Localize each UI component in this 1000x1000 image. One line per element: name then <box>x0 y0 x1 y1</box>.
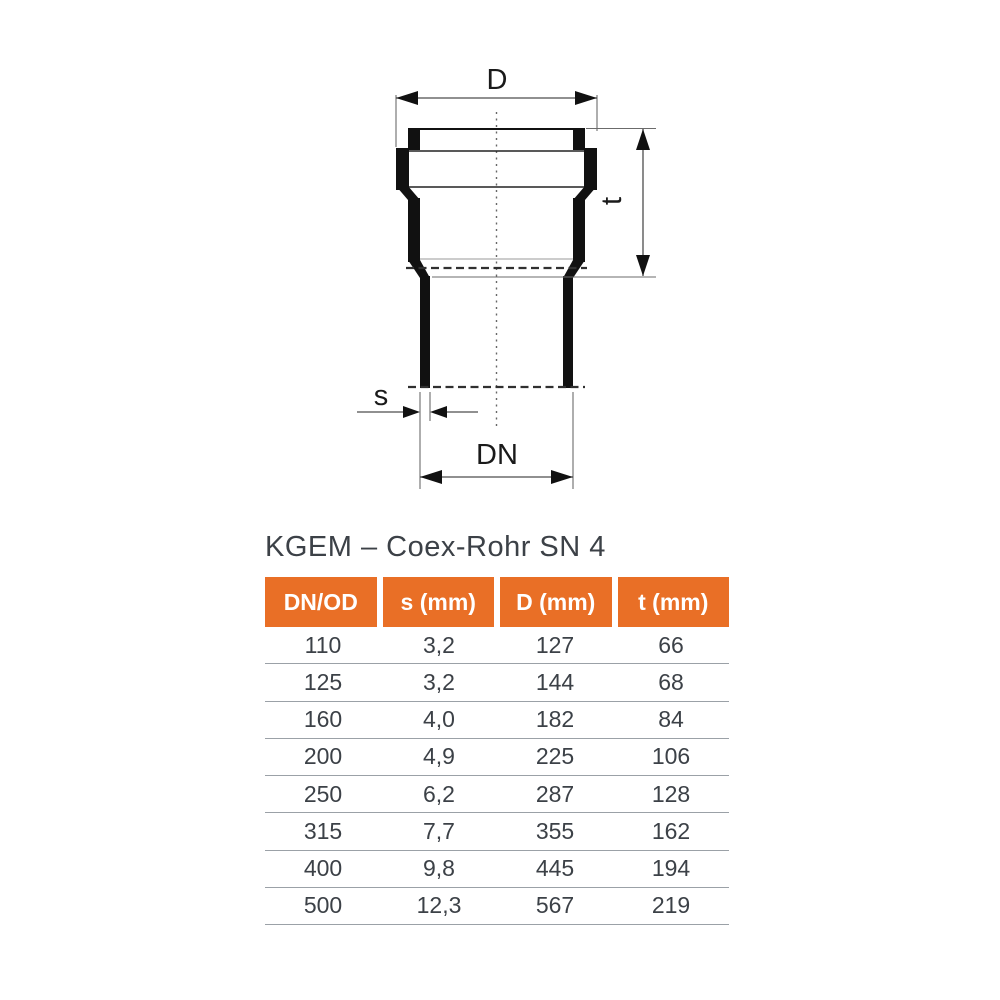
cell-t: 84 <box>658 706 684 733</box>
arrow-left-icon <box>396 91 418 105</box>
dimension-label-s: s <box>373 380 389 412</box>
table-row <box>265 739 729 776</box>
arrow-left-icon <box>420 470 442 484</box>
dimension-DN <box>420 392 573 489</box>
table-title: KGEM – Coex-Rohr SN 4 <box>265 531 606 563</box>
dimension-D <box>396 64 597 147</box>
cell-s: 4,9 <box>423 743 455 770</box>
table-header-row <box>265 577 729 627</box>
cell-s: 4,0 <box>423 706 455 733</box>
pipe-silhouette-left <box>396 128 430 388</box>
cell-dn: 125 <box>303 668 343 695</box>
table-row <box>265 888 729 925</box>
cell-d: 182 <box>535 706 575 733</box>
cell-dn: 110 <box>304 631 342 658</box>
column-header-d-mm: D (mm) <box>500 577 612 627</box>
cell-s: 3,2 <box>423 631 455 658</box>
cell-t: 66 <box>658 631 684 658</box>
arrow-up-icon <box>636 129 650 150</box>
table-row <box>265 627 729 664</box>
spec-section <box>265 531 729 925</box>
cell-t: 194 <box>651 855 691 882</box>
cell-dn: 500 <box>303 892 343 919</box>
cell-s: 7,7 <box>423 817 455 844</box>
table-row <box>265 851 729 888</box>
pipe-silhouette-right <box>563 128 597 388</box>
dimension-label-D: D <box>486 64 508 96</box>
cell-s: 6,2 <box>423 780 455 807</box>
cell-s: 9,8 <box>423 855 455 882</box>
cell-d: 567 <box>535 892 575 919</box>
cell-t: 219 <box>651 892 691 919</box>
cell-d: 355 <box>535 817 575 844</box>
cell-t: 106 <box>651 743 691 770</box>
cell-d: 127 <box>535 631 575 658</box>
arrow-down-icon <box>636 255 650 276</box>
cell-t: 68 <box>658 668 684 695</box>
table-row <box>265 664 729 701</box>
cell-t: 162 <box>651 817 691 844</box>
table-body <box>265 627 729 925</box>
cell-dn: 400 <box>303 855 343 882</box>
cell-d: 225 <box>535 743 575 770</box>
table-row <box>265 702 729 739</box>
cell-dn: 250 <box>303 780 343 807</box>
cell-d: 287 <box>535 780 575 807</box>
dimension-label-t: t <box>596 196 628 206</box>
cell-dn: 315 <box>303 817 343 844</box>
cell-t: 128 <box>651 780 691 807</box>
cell-dn: 160 <box>303 706 343 733</box>
arrow-right-icon <box>575 91 597 105</box>
table-row <box>265 776 729 813</box>
arrow-left-icon <box>430 406 447 418</box>
cell-s: 12,3 <box>416 892 462 919</box>
dimension-label-DN: DN <box>476 439 518 471</box>
column-header-s-mm: s (mm) <box>383 577 495 627</box>
column-header-dn-od: DN/OD <box>265 577 377 627</box>
column-header-t-mm: t (mm) <box>618 577 730 627</box>
cell-d: 445 <box>535 855 575 882</box>
arrow-right-icon <box>551 470 573 484</box>
arrow-right-icon <box>403 406 420 418</box>
table-row <box>265 813 729 850</box>
cell-s: 3,2 <box>423 668 455 695</box>
cell-dn: 200 <box>303 743 343 770</box>
cell-d: 144 <box>535 668 575 695</box>
